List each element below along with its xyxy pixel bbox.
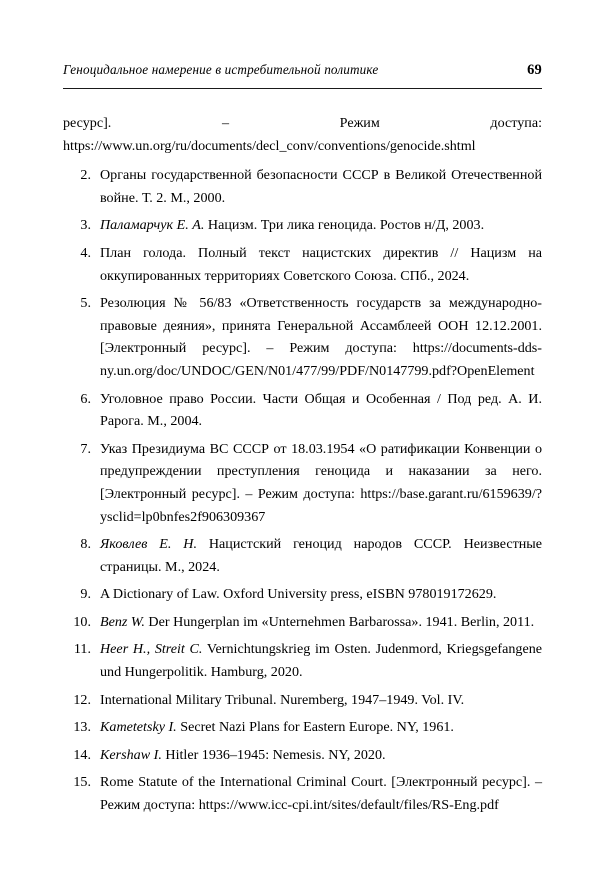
reference-author: Яковлев Е. Н. (100, 536, 197, 553)
reference-number: 5. (80, 295, 91, 312)
reference-text (100, 771, 542, 816)
reference-item (63, 716, 542, 739)
reference-title: Vernichtungskrieg im Osten. Judenmord, Kriegsgefangene und Hungerpolitik. Hamburg, 2020. (100, 641, 543, 681)
reference-text (100, 583, 542, 606)
reference-number: 9. (80, 586, 91, 603)
running-head-title: Геноцидальное намерение в истребительной политике (63, 62, 379, 77)
reference-text (100, 611, 542, 634)
reference-number: 8. (80, 536, 91, 553)
reference-number: 11. (73, 641, 91, 658)
reference-list (63, 112, 542, 822)
reference-title: Hitler 1936–1945: Nemesis. NY, 2020. (161, 746, 386, 763)
reference-number: 7. (80, 440, 91, 457)
reference-title: Der Hungerplan im «Unternehmen Barbarossa». 1941. Berlin, 2011. (144, 613, 535, 630)
reference-number: 12. (73, 691, 91, 708)
reference-item (63, 292, 542, 382)
reference-item (63, 388, 542, 433)
reference-author: Heer H., Streit C. (100, 641, 203, 658)
reference-text (100, 242, 542, 287)
reference-title: A Dictionary of Law. Oxford University press, eISBN 978019172629. (100, 586, 497, 603)
header-rule (63, 88, 542, 89)
numbered-reference-items (63, 164, 542, 816)
reference-item (63, 611, 542, 634)
reference-title: Резолюция № 56/83 «Ответственность государств за международно-правовые деяния», принята Генеральной Ассамблеей ООН 12.12.2001. [Электронный ресурс]. – Режим доступа: https://documents-dds-ny.un.org/doc/UNDOC/GEN/N01/477/99/PDF/N0147799.pdf?OpenElement (100, 295, 542, 379)
reference-author: Kametetsky I. (100, 719, 177, 736)
reference-title: План голода. Полный текст нацистских директив // Нацизм на оккупированных территориях Советского Союза. СПб., 2024. (100, 244, 542, 284)
reference-title: Rome Statute of the International Criminal Court. [Электронный ресурс]. – Режим доступа: https://www.icc-cpi.int/sites/default/files/RS-Eng.pdf (100, 774, 542, 814)
reference-text (100, 716, 542, 739)
reference-title: Нацистский геноцид народов СССР. Неизвестные страницы. М., 2024. (100, 536, 543, 575)
reference-text (100, 388, 542, 433)
reference-title: International Military Tribunal. Nuremberg, 1947–1949. Vol. IV. (100, 691, 465, 708)
reference-text (100, 292, 542, 382)
reference-item (63, 689, 542, 712)
reference-title: Уголовное право России. Части Общая и Особенная / Под ред. А. И. Рарога. М., 2004. (100, 390, 542, 430)
reference-number: 13. (73, 719, 91, 736)
reference-item (63, 638, 542, 683)
reference-text (100, 164, 542, 209)
reference-number: 10. (73, 613, 91, 630)
reference-number: 6. (80, 390, 91, 407)
reference-number: 2. (80, 167, 91, 184)
reference-text (100, 638, 542, 683)
reference-item (63, 242, 542, 287)
continued-reference-entry: ресурс]. – Режим доступа: https://www.un.org/ru/documents/decl_conv/conventions/genocide.shtml (63, 115, 542, 154)
reference-item (63, 164, 542, 209)
reference-item (63, 744, 542, 767)
reference-text (100, 533, 542, 578)
reference-title: Органы государственной безопасности СССР в Великой Отечественной войне. Т. 2. М., 2000. (100, 167, 542, 206)
reference-item (63, 533, 542, 578)
reference-item (63, 583, 542, 606)
reference-text (100, 214, 542, 237)
reference-number: 3. (80, 217, 91, 234)
reference-title: Нацизм. Три лика геноцида. Ростов н/Д, 2003. (204, 217, 485, 234)
page-number: 69 (527, 62, 542, 78)
reference-item (63, 214, 542, 237)
reference-number: 15. (73, 774, 91, 791)
reference-text (100, 689, 542, 712)
reference-text (100, 744, 542, 767)
reference-title: Указ Президиума ВС СССР от 18.03.1954 «О ратификации Конвенции о предупреждении преступления геноцида и наказании за него. [Электронный ресурс]. – Режим доступа: https://base.garant.ru/6159639/?ysclid=lp0bnfes2f906309367 (100, 440, 542, 525)
reference-title: Secret Nazi Plans for Eastern Europe. NY, 1961. (176, 719, 454, 736)
reference-number: 14. (73, 746, 91, 763)
reference-author: Kershaw I. (100, 746, 162, 763)
reference-item (63, 438, 542, 528)
reference-text (100, 438, 542, 528)
reference-item (63, 771, 542, 816)
running-head (63, 62, 542, 79)
reference-author: Benz W. (100, 613, 145, 630)
reference-author: Паламарчук Е. А. (100, 217, 205, 234)
reference-number: 4. (80, 244, 91, 261)
